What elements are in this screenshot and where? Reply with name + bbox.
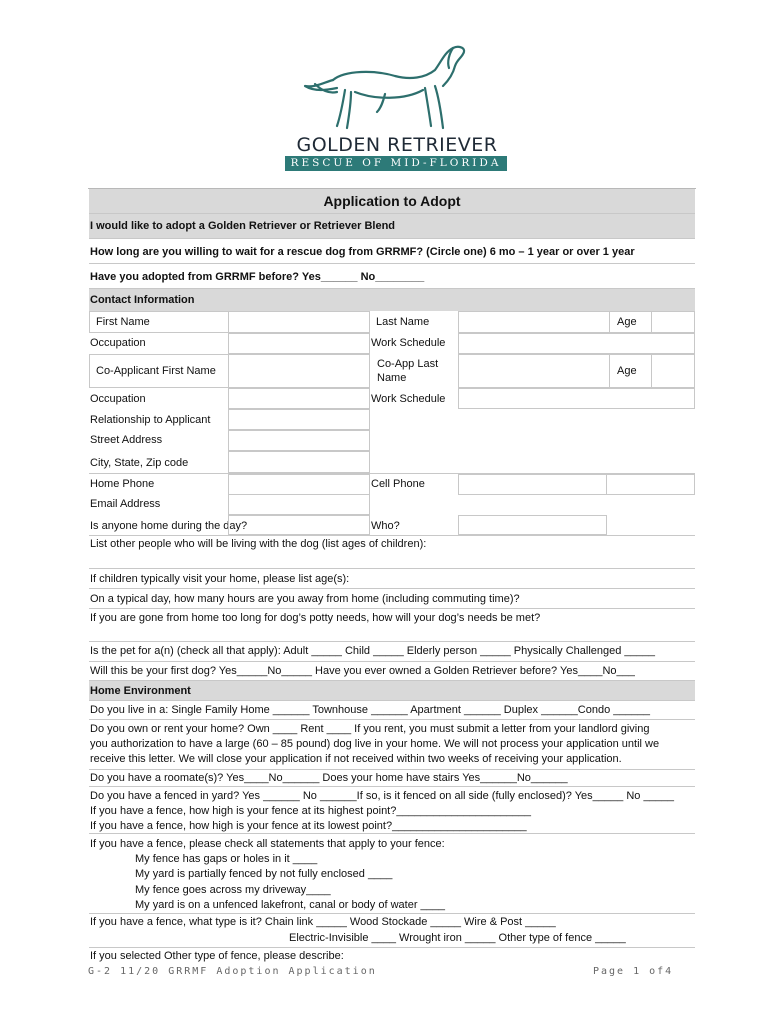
street-field[interactable] (228, 430, 370, 451)
children-visit-label: If children typically visit your home, please list age(s): (90, 573, 350, 585)
hours-away-label: On a typical day, how many hours are you away from home (including commuting time)? (90, 593, 520, 605)
other-people-label: List other people who will be living with the dog (list ages of children): (90, 538, 427, 550)
coapp-last-field[interactable] (458, 354, 610, 388)
roommates-label: Do you have a roomate(s)? Yes____No______ Does your home have stairs Yes______No______ (90, 772, 568, 784)
own-rent-line-2: you authorization to have a large (60 – 85 pound) dog live in your home. We will not process your application until we (90, 738, 660, 750)
brand-name: GOLDEN RETRIEVER (296, 134, 498, 156)
intro-text: I would like to adopt a Golden Retriever or Retriever Blend (90, 220, 396, 232)
relationship-field[interactable] (228, 409, 370, 430)
brand-tagline: RESCUE OF MID-FLORIDA (285, 156, 507, 171)
own-rent-line-1: Do you own or rent your home? Own ____ Rent ____ If you rent, you must submit a letter from your landlord giving (90, 723, 650, 735)
wait-question: How long are you willing to wait for a rescue dog from GRRMF? (Circle one) 6 mo – 1 year or over 1 year (90, 246, 635, 258)
fence-highest-label: If you have a fence, how high is your fence at its highest point?______________________ (90, 805, 531, 817)
last-name-label: Last Name (376, 316, 430, 328)
roommates-row[interactable] (89, 769, 695, 786)
occupation2-field[interactable] (228, 388, 370, 409)
contact-header-row (89, 288, 695, 311)
first-dog-row[interactable] (89, 661, 695, 680)
occupation-row (89, 333, 695, 354)
coapp-row (89, 354, 695, 388)
coapp-last-label: Co-App Last Name (377, 358, 439, 384)
first-name-label: First Name (96, 316, 150, 328)
coapp-first-field[interactable] (228, 354, 370, 388)
age-field[interactable] (651, 311, 695, 333)
work-schedule2-label: Work Schedule (371, 393, 446, 405)
fence-statements-row[interactable] (89, 833, 695, 913)
wait-row[interactable] (89, 238, 695, 263)
street-label: Street Address (90, 434, 163, 446)
fence-row[interactable] (89, 786, 695, 833)
email-label: Email Address (90, 498, 161, 510)
street-row (89, 430, 695, 451)
email-row (89, 494, 695, 515)
adoption-form (88, 188, 696, 962)
cell-phone-label: Cell Phone (371, 478, 425, 490)
relationship-row (89, 409, 695, 430)
city-row (89, 451, 695, 473)
age2-label: Age (617, 365, 637, 377)
intro-row (89, 213, 695, 238)
fence-item: My yard is on a unfenced lakefront, canal or body of water ____ (135, 899, 446, 911)
first-dog-label: Will this be your first dog? Yes_____No_____ Have you ever owned a Golden Retriever before? Yes____No___ (90, 665, 635, 677)
other-people-row[interactable] (89, 535, 695, 568)
hours-away-row[interactable] (89, 588, 695, 608)
email-field[interactable] (228, 494, 370, 515)
home-phone-label: Home Phone (90, 478, 155, 490)
fence-other-row[interactable] (89, 947, 695, 963)
adopted-before-question: Have you adopted from GRRMF before? Yes______ No________ (90, 271, 425, 283)
age-label: Age (617, 316, 637, 328)
children-visit-row[interactable] (89, 568, 695, 588)
relationship-label: Relationship to Applicant (90, 414, 211, 426)
work-schedule-label: Work Schedule (371, 337, 446, 349)
first-name-field[interactable] (228, 311, 370, 333)
city-field[interactable] (228, 451, 370, 473)
occupation2-label: Occupation (90, 393, 146, 405)
own-rent-row[interactable] (89, 719, 695, 769)
who-field[interactable] (458, 515, 607, 535)
potty-label: If you are gone from home too long for dog’s potty needs, how will your dog’s needs be met? (90, 612, 541, 624)
pet-for-row[interactable] (89, 641, 695, 661)
pet-for-label: Is the pet for a(n) (check all that apply): Adult _____ Child _____ Elderly person _____ Physically Challenged _____ (90, 645, 656, 657)
age2-field[interactable] (651, 354, 695, 388)
home-env-header: Home Environment (90, 685, 191, 697)
footer-left: G-2 11/20 GRRMF Adoption Application (88, 966, 377, 977)
occupation-field[interactable] (228, 333, 370, 354)
adopted-before-row[interactable] (89, 263, 695, 288)
contact-header: Contact Information (90, 294, 195, 306)
who-label: Who? (371, 520, 400, 532)
cell-phone-label-cell (458, 474, 607, 495)
fence-item: My yard is partially fenced by not fully enclosed ____ (135, 868, 393, 880)
fence-statements-label: If you have a fence, please check all statements that apply to your fence: (90, 838, 445, 850)
fence-type-line-1: If you have a fence, what type is it? Chain link _____ Wood Stockade _____ Wire & Post _____ (90, 916, 556, 928)
home-env-header-row (89, 680, 695, 700)
fence-lowest-label: If you have a fence, how high is your fence at its lowest point?______________________ (90, 820, 527, 832)
home-day-field[interactable] (228, 515, 370, 535)
work-schedule-field[interactable] (458, 333, 695, 354)
own-rent-line-3: receive this letter. We will close your application if not received within two weeks of receiving your application. (90, 753, 622, 765)
fence-item: My fence has gaps or holes in it ____ (135, 853, 318, 865)
live-in-label: Do you live in a: Single Family Home ______ Townhouse ______ Apartment ______ Duplex ______Condo ______ (90, 704, 650, 716)
home-day-label: Is anyone home during the day? (90, 520, 248, 532)
fence-type-line-2: Electric-Invisible ____ Wrought iron _____ Other type of fence _____ (289, 932, 626, 944)
home-phone-field[interactable] (228, 474, 370, 495)
coapp-first-label: Co-Applicant First Name (96, 365, 216, 377)
work-schedule2-field[interactable] (458, 388, 695, 409)
form-title: Application to Adopt (323, 193, 461, 209)
occupation-label: Occupation (90, 337, 146, 349)
phone-row (89, 473, 695, 494)
cell-phone-field[interactable] (606, 474, 695, 495)
home-day-row (89, 515, 695, 535)
golden-retriever-dog-icon (285, 40, 510, 135)
potty-row[interactable] (89, 608, 695, 641)
page-footer (88, 966, 688, 977)
fence-item: My fence goes across my driveway____ (135, 884, 331, 896)
fence-other-label: If you selected Other type of fence, please describe: (90, 950, 344, 962)
occupation2-row (89, 388, 695, 409)
city-label: City, State, Zip code (90, 457, 189, 469)
footer-page-number: Page 1 of4 (593, 966, 674, 977)
form-title-row (89, 188, 695, 213)
live-in-row[interactable] (89, 700, 695, 719)
fence-type-row[interactable] (89, 913, 695, 947)
fenced-label: Do you have a fenced in yard? Yes ______ No ______If so, is it fenced on all side (fully enclosed)? Yes_____ No _____ (90, 790, 675, 802)
name-row (89, 311, 695, 333)
last-name-field[interactable] (458, 311, 610, 333)
